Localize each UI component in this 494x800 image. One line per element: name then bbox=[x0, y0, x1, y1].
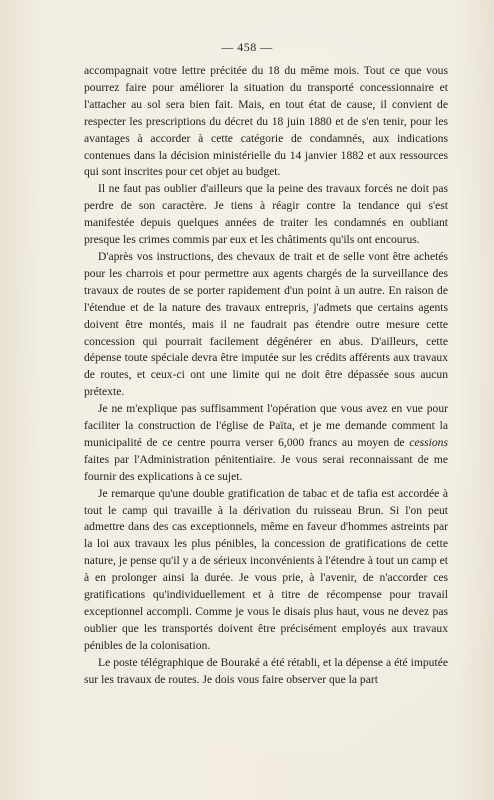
paragraph-4-italic-word: cessions bbox=[409, 435, 448, 449]
paragraph-3: D'après vos instructions, des chevaux de trait et de selle vont être achetés pour les charrois et pour permettre aux agents chargés de la surveillance des travaux de routes de se porter rapidement d'un point à un autre. En raison de l'étendue et de la nature des travaux entrepris, j'admets que certains agents doivent être montés, mais il ne faudrait pas étendre outre mesure cette concession qui pourrait facilement dégénérer en abus. D'ailleurs, cette dépense toute spéciale devra être imputée sur les crédits afférents aux travaux de routes, et ceux-ci ont une limite qui ne doit être dépassée sous aucun prétexte. bbox=[84, 249, 448, 399]
body-text bbox=[84, 63, 448, 689]
paragraph-1: accompagnait votre lettre précitée du 18 du même mois. Tout ce que vous pourrez faire pour améliorer la situation du transporté concessionnaire et l'attacher au sol sera bien fait. Mais, en tout état de cause, il convient de respecter les prescriptions du décret du 18 juin 1880 et de s'en tenir, pour les avantages à accorder à cette catégorie de condamnés, aux indications contenues dans la décision ministérielle du 14 janvier 1882 et aux ressources qui sont inscrites pour cet objet au budget. bbox=[84, 64, 448, 179]
paragraph-4-text-before: Je ne m'explique pas suffisamment l'opération que vous avez en vue pour faciliter la construction de l'église de Païta, et je me demande comment la municipalité de ce centre pourra verser 6,000 francs au moyen de bbox=[84, 402, 448, 449]
paragraph-2: Il ne faut pas oublier d'ailleurs que la peine des travaux forcés ne doit pas perdre de son caractère. Je tiens à réagir contre la tendance qui s'est manifestée depuis quelques années de traiter les condamnés en oubliant presque les crimes commis par eux et les châtiments qu'ils ont encourus. bbox=[84, 182, 448, 247]
paragraph-6: Le poste télégraphique de Bouraké a été rétabli, et la dépense a été imputée sur les travaux de routes. Je dois vous faire observer que la part bbox=[84, 655, 448, 686]
page-number: — 458 — bbox=[221, 40, 273, 54]
paragraph-4 bbox=[84, 401, 448, 486]
paragraph-4-text-after: faites par l'Administration pénitentiaire. Je vous serai reconnaissant de me fournir des explications à ce sujet. bbox=[84, 452, 448, 483]
paragraph-5: Je remarque qu'une double gratification de tabac et de tafia est accordée à tout le camp qui travaille à la dérivation du ruisseau Brun. Si l'on peut admettre dans des cas exceptionnels, même en faveur d'hommes astreints par la loi aux travaux les plus pénibles, la concession de gratifications de cette nature, je pense qu'il y a de sérieux inconvénients à l'étendre à tout un camp et à en prolonger ainsi la durée. Je vous prie, à l'avenir, de n'accorder ces gratifications qu'individuellement et à titre de récompense pour travail exceptionnel accompli. Comme je vous le disais plus haut, vous ne devez pas oublier que les transportés doivent être précisément employés aux travaux pénibles de la colonisation. bbox=[84, 486, 448, 652]
